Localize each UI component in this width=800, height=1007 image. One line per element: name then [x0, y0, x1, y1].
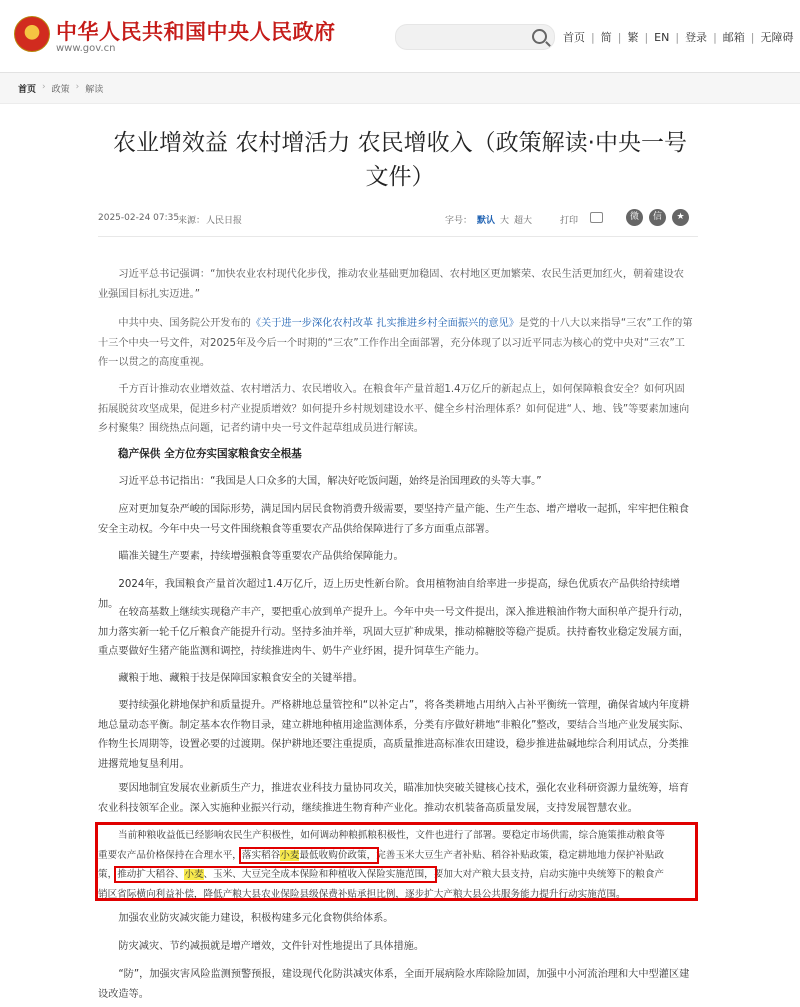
- nav-mail[interactable]: 邮箱: [722, 31, 745, 44]
- site-header: [0, 0, 800, 72]
- nav-login[interactable]: 登录: [685, 31, 708, 44]
- chevron-right-icon: ›: [75, 82, 80, 92]
- article-title: [90, 126, 710, 194]
- font-size-control: [445, 213, 532, 226]
- breadcrumb-home[interactable]: 首页: [18, 85, 37, 95]
- body-paragraph: 瞄准关键生产要素，持续增强粮食等重要农产品供给保障能力。: [118, 551, 404, 562]
- site-title[interactable]: 中华人民共和国中央人民政府: [56, 19, 336, 44]
- body-paragraph: 藏粮于地、藏粮于技是保障国家粮食安全的关键举措。: [118, 673, 363, 684]
- breadcrumb-policy[interactable]: 政策: [51, 85, 70, 95]
- body-paragraph: 在较高基数上继续实现稳产丰产，要把重心放到单产提升上。今年中央一号文件提出，深入推进粮油作物大面积单产提升行动，加力落实新一轮千亿斤粮食产能提升行动。坚持多油并举，巩固大豆扩种成果，推动棉糖胶等稳产提质。扶持畜牧业稳定发展方面，重点要做好生猪产能监测和调控，持续推进肉牛、奶牛产业纾困，提升饲草生产能力。: [98, 607, 689, 657]
- chevron-right-icon: ›: [42, 82, 46, 92]
- breadcrumb-interpretation[interactable]: 解读: [85, 85, 104, 95]
- body-paragraph: 应对更加复杂严峻的国际形势，满足国内居民食物消费升级需要，要坚持产量产能、生产生态、增产增收一起抓，牢牢把住粮食安全主动权。今年中央一号文件围绕粮食等重要农产品供给保障进行了多方面重点部署。: [98, 504, 689, 535]
- top-nav: 首页 | 简 | 繁 | EN | 登录 | 邮箱 | 无障碍: [563, 30, 794, 44]
- search-icon[interactable]: [532, 29, 547, 44]
- print-button[interactable]: 打印: [560, 216, 579, 226]
- font-size-label: 字号：: [445, 216, 473, 226]
- nav-traditional[interactable]: 繁: [627, 31, 639, 44]
- body-paragraph: “防”，加强灾害风险监测预警预报，建设现代化防洪减灾体系，全面开展病险水库除险加固，加强中小河流治理和大中型灌区建设改造等。: [98, 969, 690, 1000]
- site-url: www.gov.cn: [56, 43, 116, 54]
- publish-date: 2025-02-24 07:35: [98, 213, 180, 223]
- nav-simplified[interactable]: 简: [600, 31, 612, 44]
- nav-accessibility[interactable]: 无障碍: [760, 31, 794, 44]
- article-title-line1: 农业增效益 农村增活力 农民增收入（政策解读·中央一号: [113, 130, 687, 156]
- breadcrumb-bar: [0, 73, 800, 104]
- section-heading: 稳产保供 全方位夯实国家粮食安全根基: [118, 448, 302, 460]
- lead-paragraph-3: 千方百计推动农业增效益、农村增活力、农民增收入。在粮食年产量首超1.4万亿斤的新起点上，如何保障粮食安全？如何巩固拓展脱贫攻坚成果，促进乡村产业提质增效？如何提升乡村规划建设水平、健全乡村治理体系？如何促进“人、地、钱”等要素加速向乡村聚集？围绕热点问题，记者约请中央一号文件起草组成员进行解读。: [98, 384, 690, 434]
- article-title-line2: 文件）: [365, 164, 435, 190]
- source-label: 来源：: [178, 216, 206, 226]
- font-size-large[interactable]: 大: [500, 216, 510, 226]
- nav-english[interactable]: EN: [654, 30, 670, 44]
- source-name: 人民日报: [206, 216, 243, 226]
- body-paragraph: 要持续强化耕地保护和质量提升。严格耕地总量管控和“以补定占”，将各类耕地占用纳入占补平衡统一管理，确保省域内年度耕地总量动态平衡。制定基本农作物目录，建立耕地种植用途监测体系，分类有序做好耕地“非粮化”整改，要结合当地产业发展实际、作物生长周期等，设置必要的过渡期。保护耕地还要注重提质，高质量推进高标准农田建设，稳步推进盐碱地综合利用试点，分类推进撂荒地复垦利用。: [98, 700, 690, 770]
- nav-home[interactable]: 首页: [563, 31, 585, 44]
- body-paragraph: 防灾减灾、节约减损就是增产增效，文件针对性地提出了具体措施。: [118, 941, 425, 952]
- body-paragraph: 要因地制宜发展农业新质生产力，推进农业科技力量协同攻关，瞄准加快突破关键核心技术，强化农业科研资源力量统筹，培育农业科技领军企业。深入实施种业振兴行动，继续推进生物育种产业化。推动农机装备高质量发展，支持发展智慧农业。: [98, 783, 689, 814]
- annotation-box-wheat-price: 落实稻谷小麦最低收购价政策，: [241, 849, 377, 861]
- font-size-default[interactable]: 默认: [477, 216, 496, 226]
- highlighted-keyword: 小麦: [184, 869, 204, 880]
- search-input[interactable]: [395, 24, 555, 50]
- weibo-icon[interactable]: 微: [626, 209, 643, 226]
- breadcrumb: [18, 82, 103, 95]
- wechat-icon[interactable]: 信: [649, 209, 666, 226]
- font-size-xlarge[interactable]: 超大: [514, 216, 533, 226]
- highlighted-paragraph: 当前种粮收益低已经影响农民生产积极性，如何调动种粮抓粮积极性，文件也进行了部署。要稳定市场供需，综合施策推动粮食等 重要农产品价格保持在合理水平，落实稻谷小麦最低收购价政策，完善玉米大豆生产者补贴、稻谷补贴政策，稳定耕地地力保护补贴政 策，推动扩大稻谷、小麦、玉米、大豆完全成本保险和种植收入保险实施范围，要加大对产粮大县支持，启动实施中央统筹下的粮食产 销区省际横向利益补偿，降低产粮大县农业保险县级保费补贴承担比例，逐步扩大产粮大县公共服务能力提升行动实施范围。: [98, 830, 665, 900]
- highlighted-keyword: 小麦: [280, 849, 300, 861]
- meta-divider: [98, 236, 698, 237]
- lead-paragraph-1: 习近平总书记强调：“加快农业农村现代化步伐，推动农业基础更加稳固、农村地区更加繁荣、农民生活更加红火，朝着建设农业强国目标扎实迈进。”: [98, 269, 684, 300]
- policy-document-link[interactable]: 《关于进一步深化农村改革 扎实推进乡村全面振兴的意见》: [250, 318, 519, 329]
- body-paragraph: 2024年，我国粮食产量首次超过1.4万亿斤，迈上历史性新台阶。食用植物油自给率进一步提高，绿色优质农产品供给持续增加。: [98, 579, 681, 610]
- national-emblem-icon[interactable]: [14, 16, 50, 52]
- annotation-box-insurance: 推动扩大稻谷、小麦、玉米、大豆完全成本保险和种植收入保险实施范围，: [117, 869, 434, 880]
- article-meta: [98, 211, 698, 229]
- body-paragraph: 加强农业防灾减灾能力建设，积极构建多元化食物供给体系。: [118, 913, 394, 924]
- lead-paragraph-2: 中共中央、国务院公开发布的《关于进一步深化农村改革 扎实推进乡村全面振兴的意见》是党的十八大以来指导“三农”工作的第十三个中央一号文件，对2025年及今后一个时期的“三农”工作作出全面部署，充分体现了以习近平同志为核心的党中央对“三农”工作一以贯之的高度重视。: [98, 318, 693, 368]
- body-paragraph: 习近平总书记指出：“我国是人口众多的大国，解决好吃饭问题，始终是治国理政的头等大事。”: [118, 476, 542, 487]
- print-icon[interactable]: [590, 212, 603, 223]
- star-icon[interactable]: ★: [672, 209, 689, 226]
